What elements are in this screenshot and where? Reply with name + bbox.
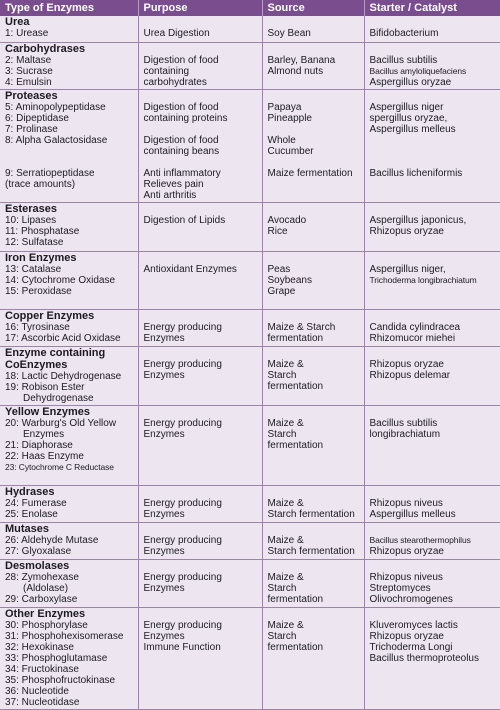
source-cell <box>262 485 364 522</box>
enzyme-name: 13: Catalase <box>5 263 62 275</box>
enzyme-name: 15: Peroxidase <box>5 285 72 297</box>
purpose-cell <box>138 251 262 309</box>
enzyme-name: 3: Sucrase <box>5 65 53 77</box>
purpose-line: Energy producing <box>143 358 222 370</box>
cell-spacer <box>144 203 259 215</box>
source-cell <box>262 346 364 405</box>
enzyme-name: 25: Enolase <box>5 508 58 520</box>
table-row <box>0 405 500 485</box>
purpose-line: Energy producing <box>143 571 222 583</box>
enzyme-name: 17: Ascorbic Acid Oxidase <box>5 332 121 344</box>
enzyme-type-cell <box>0 485 138 522</box>
source-line: fermentation <box>267 593 324 605</box>
source-line: Maize fermentation <box>267 167 353 179</box>
purpose-line: Digestion of food <box>143 101 219 113</box>
starter-cell <box>364 89 500 202</box>
purpose-line: Enzymes <box>143 545 185 557</box>
starter-cell <box>364 405 500 485</box>
source-cell <box>262 42 364 89</box>
purpose-cell <box>138 607 262 709</box>
purpose-line: Energy producing <box>143 417 222 429</box>
source-line: Starch <box>267 369 297 381</box>
source-line: Rice <box>267 225 288 237</box>
purpose-cell <box>138 202 262 251</box>
source-line: Pineapple <box>267 112 312 124</box>
enzyme-name: 21: Diaphorase <box>5 439 73 451</box>
source-line: Starch <box>267 428 297 440</box>
purpose-line: containing <box>143 65 190 77</box>
cell-spacer <box>268 252 361 264</box>
starter-cell <box>364 309 500 346</box>
purpose-line: Enzymes <box>143 332 185 344</box>
header-starter-catalyst: Starter / Catalyst <box>364 0 500 16</box>
cell-spacer <box>268 406 361 418</box>
cell-spacer <box>144 43 259 55</box>
starter-line: Olivochromogenes <box>369 593 453 605</box>
purpose-line: Enzymes <box>143 369 185 381</box>
cell-spacer <box>268 608 361 620</box>
source-line: Maize & <box>267 358 304 370</box>
purpose-line <box>144 124 259 135</box>
cell-spacer <box>268 203 361 215</box>
table-body <box>0 16 500 709</box>
cell-spacer <box>370 486 498 498</box>
enzyme-name: 29: Carboxylase <box>5 593 78 605</box>
purpose-line: Enzymes <box>143 428 185 440</box>
starter-line <box>370 135 498 146</box>
source-line: Maize & <box>267 534 304 546</box>
enzyme-name: 20: Warburg's Old Yellow <box>5 417 117 429</box>
source-line <box>268 157 361 168</box>
source-line: Soybeans <box>267 274 312 286</box>
enzyme-type-cell <box>0 42 138 89</box>
source-line: Maize & Starch <box>267 321 336 333</box>
enzyme-name: 31: Phosphohexisomerase <box>5 630 124 642</box>
enzyme-type-cell <box>0 16 138 42</box>
purpose-cell <box>138 16 262 42</box>
starter-cell <box>364 251 500 309</box>
cell-spacer <box>268 90 361 102</box>
enzyme-name: 1: Urease <box>5 28 49 39</box>
enzyme-name: 36: Nucleotide <box>5 685 69 697</box>
starter-line: Rhizomucor miehei <box>369 332 456 344</box>
cell-spacer <box>370 608 498 620</box>
enzyme-name: 37: Nucleotidase <box>5 696 80 708</box>
starter-line: Aspergillus melleus <box>369 123 456 135</box>
enzyme-name <box>5 157 135 168</box>
purpose-line: Enzymes <box>143 508 185 520</box>
enzyme-name: 23: Cytochrome C Reductase <box>5 461 114 472</box>
cell-spacer <box>144 252 259 264</box>
starter-line: Kluveromyces lactis <box>369 619 458 631</box>
enzyme-group-label: Esterases <box>5 202 57 215</box>
table-row <box>0 202 500 251</box>
starter-cell <box>364 202 500 251</box>
starter-line: Streptomyces <box>369 582 431 594</box>
table-row <box>0 346 500 405</box>
starter-cell <box>364 607 500 709</box>
starter-line: Bacillus subtilis <box>369 54 438 66</box>
enzyme-type-cell <box>0 522 138 559</box>
starter-line: Rhizopus oryzae <box>369 358 444 370</box>
enzyme-type-cell <box>0 251 138 309</box>
table-row <box>0 309 500 346</box>
starter-line: Rhizopus niveus <box>369 571 443 583</box>
enzyme-group-label: Urea <box>5 16 30 28</box>
source-line: fermentation <box>267 439 324 451</box>
enzyme-name: 33: Phosphoglutamase <box>5 652 108 664</box>
table-row <box>0 42 500 89</box>
source-line: Papaya <box>267 101 302 113</box>
cell-spacer <box>370 310 498 322</box>
table-row <box>0 522 500 559</box>
cell-spacer <box>144 90 259 102</box>
enzyme-name: 14: Cytochrome Oxidase <box>5 274 116 286</box>
starter-cell <box>364 42 500 89</box>
purpose-line: Anti arthritis <box>143 189 197 201</box>
source-cell <box>262 89 364 202</box>
source-line: fermentation <box>267 332 324 344</box>
cell-spacer <box>370 252 498 264</box>
purpose-cell <box>138 485 262 522</box>
starter-line: Rhizopus oryzae <box>369 225 444 237</box>
cell-spacer <box>144 406 259 418</box>
purpose-cell <box>138 346 262 405</box>
starter-line: Rhizopus niveus <box>369 497 443 509</box>
source-cell <box>262 251 364 309</box>
starter-line: spergillus oryzae, <box>369 112 448 124</box>
source-line: fermentation <box>267 380 324 392</box>
header-row <box>0 0 500 16</box>
starter-line: Bacillus subtilis <box>369 417 438 429</box>
source-line: Avocado <box>267 214 307 226</box>
enzyme-type-cell <box>0 202 138 251</box>
purpose-line: Enzymes <box>143 582 185 594</box>
purpose-cell <box>138 405 262 485</box>
source-line: Starch <box>267 630 297 642</box>
enzyme-name: 35: Phosphofructokinase <box>5 674 116 686</box>
source-line: Maize & <box>267 571 304 583</box>
purpose-line: Energy producing <box>143 619 222 631</box>
enzyme-name: (Aldolase) <box>23 582 69 594</box>
source-cell <box>262 405 364 485</box>
purpose-cell <box>138 89 262 202</box>
purpose-cell <box>138 309 262 346</box>
enzyme-name: 19: Robison Ester <box>5 381 85 393</box>
purpose-line: carbohydrates <box>143 76 207 88</box>
source-line: Grape <box>267 285 296 297</box>
cell-spacer <box>370 90 498 102</box>
starter-line <box>370 146 498 157</box>
source-line: Maize & <box>267 497 304 509</box>
enzyme-name: Enzymes <box>23 428 65 440</box>
enzyme-name: 5: Aminopolypeptidase <box>5 101 106 113</box>
source-line: fermentation <box>267 641 324 653</box>
purpose-line: Energy producing <box>143 534 222 546</box>
source-line: Maize & <box>267 417 304 429</box>
starter-cell <box>364 16 500 42</box>
enzyme-type-cell <box>0 405 138 485</box>
source-line: Starch <box>267 582 297 594</box>
enzyme-group-label: Mutases <box>5 522 50 535</box>
source-line: Maize & <box>267 619 304 631</box>
cell-spacer <box>144 523 259 535</box>
starter-cell <box>364 346 500 405</box>
enzyme-group-label: Copper Enzymes <box>5 309 95 322</box>
starter-line: Candida cylindracea <box>369 321 461 333</box>
enzyme-name: 34: Fructokinase <box>5 663 79 675</box>
enzyme-type-cell <box>0 559 138 607</box>
enzyme-name: 2: Maltase <box>5 54 52 66</box>
source-line: Barley, Banana <box>267 54 336 66</box>
enzyme-name: 12: Sulfatase <box>5 236 64 248</box>
purpose-line: Urea Digestion <box>143 28 210 39</box>
cell-spacer <box>268 310 361 322</box>
purpose-line: Energy producing <box>143 321 222 333</box>
enzyme-type-cell <box>0 346 138 405</box>
source-cell <box>262 309 364 346</box>
source-line: Whole <box>267 134 296 146</box>
cell-spacer <box>268 16 361 28</box>
enzyme-name: 28: Zymohexase <box>5 571 79 583</box>
table-row <box>0 607 500 709</box>
enzyme-group-label: Carbohydrases <box>5 42 86 55</box>
source-cell <box>262 202 364 251</box>
enzyme-name: 11: Phosphatase <box>5 225 80 237</box>
enzyme-group-label: Proteases <box>5 89 58 102</box>
enzyme-type-cell <box>0 89 138 202</box>
source-line: Peas <box>267 263 291 275</box>
enzyme-name: Dehydrogenase <box>23 392 94 404</box>
source-cell <box>262 559 364 607</box>
source-cell <box>262 16 364 42</box>
source-line: Almond nuts <box>267 65 324 77</box>
header-type-of-enzymes: Type of Enzymes <box>0 0 138 16</box>
starter-line: longibrachiatum <box>369 428 441 440</box>
table-row <box>0 89 500 202</box>
starter-line: Aspergillus oryzae <box>369 76 452 88</box>
table-row <box>0 16 500 42</box>
purpose-line: Digestion of Lipids <box>143 214 226 226</box>
enzyme-type-cell <box>0 309 138 346</box>
purpose-line: containing proteins <box>143 112 228 124</box>
enzyme-name: 27: Glyoxalase <box>5 545 72 557</box>
starter-line: Trichoderma longibrachiatum <box>369 274 477 285</box>
starter-line: Bacillus amyloliquefaciens <box>369 65 467 76</box>
cell-spacer <box>268 560 361 572</box>
cell-spacer <box>144 560 259 572</box>
cell-spacer <box>144 347 259 359</box>
source-line <box>268 124 361 135</box>
starter-line: Aspergillus japonicus, <box>369 214 467 226</box>
cell-spacer <box>268 486 361 498</box>
purpose-cell <box>138 522 262 559</box>
enzyme-name: 32: Hexokinase <box>5 641 74 653</box>
starter-line: Aspergillus melleus <box>369 508 456 520</box>
cell-spacer <box>268 347 361 359</box>
starter-line: Bifidobacterium <box>369 28 439 39</box>
cell-spacer <box>370 406 498 418</box>
cell-spacer <box>144 16 259 28</box>
source-line: Soy Bean <box>267 28 311 39</box>
starter-line: Rhizopus oryzae <box>369 630 444 642</box>
cell-spacer <box>144 486 259 498</box>
purpose-cell <box>138 559 262 607</box>
source-cell <box>262 522 364 559</box>
starter-cell <box>364 559 500 607</box>
header-purpose: Purpose <box>138 0 262 16</box>
cell-spacer <box>144 608 259 620</box>
enzyme-name: 22: Haas Enzyme <box>5 450 84 462</box>
enzyme-group-label: Desmolases <box>5 559 70 572</box>
starter-line: Bacillus licheniformis <box>369 167 463 179</box>
header-source: Source <box>262 0 364 16</box>
starter-line: Aspergillus niger, <box>369 263 446 275</box>
starter-line <box>370 157 498 168</box>
enzyme-group-label: Enzyme containing CoEnzymes <box>5 346 106 371</box>
cell-spacer <box>268 523 361 535</box>
starter-line: Aspergillus niger <box>369 101 444 113</box>
purpose-line: Digestion of food <box>143 54 219 66</box>
starter-cell <box>364 522 500 559</box>
table-row <box>0 485 500 522</box>
purpose-line: Relieves pain <box>143 178 204 190</box>
enzyme-name: 7: Prolinase <box>5 123 58 135</box>
enzyme-name <box>5 146 135 157</box>
enzyme-name: (trace amounts) <box>5 178 76 190</box>
starter-cell <box>364 485 500 522</box>
enzyme-group-label: Other Enzymes <box>5 607 86 620</box>
source-cell <box>262 607 364 709</box>
purpose-line: Digestion of food <box>143 134 219 146</box>
enzyme-type-cell <box>0 607 138 709</box>
starter-line: Trichoderma Longi <box>369 641 453 653</box>
purpose-line <box>144 157 259 168</box>
purpose-line: containing beans <box>143 145 220 157</box>
purpose-cell <box>138 42 262 89</box>
cell-spacer <box>370 560 498 572</box>
cell-spacer <box>268 43 361 55</box>
cell-spacer <box>370 523 498 535</box>
enzyme-name: 16: Tyrosinase <box>5 321 70 333</box>
enzyme-group-label: Hydrases <box>5 485 55 498</box>
purpose-line: Anti inflammatory <box>143 167 221 179</box>
starter-line: Bacillus thermoproteolus <box>369 652 479 664</box>
purpose-line: Enzymes <box>143 630 185 642</box>
starter-line: Bacillus stearothermophilus <box>369 534 471 545</box>
enzyme-group-label: Iron Enzymes <box>5 251 77 264</box>
purpose-line: Energy producing <box>143 497 222 509</box>
source-line: Starch fermentation <box>267 508 355 520</box>
enzyme-group-label: Yellow Enzymes <box>5 405 90 418</box>
cell-spacer <box>370 43 498 55</box>
purpose-line: Immune Function <box>143 641 221 653</box>
starter-line: Rhizopus oryzae <box>369 545 444 557</box>
enzyme-name: 24: Fumerase <box>5 497 67 509</box>
cell-spacer <box>370 347 498 359</box>
enzyme-name: 8: Alpha Galactosidase <box>5 134 108 146</box>
table-row <box>0 251 500 309</box>
enzyme-name: 10: Lipases <box>5 214 57 226</box>
cell-spacer <box>370 203 498 215</box>
cell-spacer <box>370 16 498 28</box>
starter-line: Rhizopus delemar <box>369 369 451 381</box>
table-row <box>0 559 500 607</box>
enzyme-name: 6: Dipeptidase <box>5 112 69 124</box>
enzyme-name: 26: Aldehyde Mutase <box>5 534 99 546</box>
enzyme-name: 4: Emulsin <box>5 76 52 88</box>
enzyme-name: 30: Phosphorylase <box>5 619 88 631</box>
source-line: Cucumber <box>267 145 314 157</box>
purpose-line: Antioxidant Enzymes <box>143 263 237 275</box>
enzyme-name: 9: Serratiopeptidase <box>5 167 95 179</box>
enzyme-name: 18: Lactic Dehydrogenase <box>5 370 122 382</box>
cell-spacer <box>144 310 259 322</box>
source-line: Starch fermentation <box>267 545 355 557</box>
